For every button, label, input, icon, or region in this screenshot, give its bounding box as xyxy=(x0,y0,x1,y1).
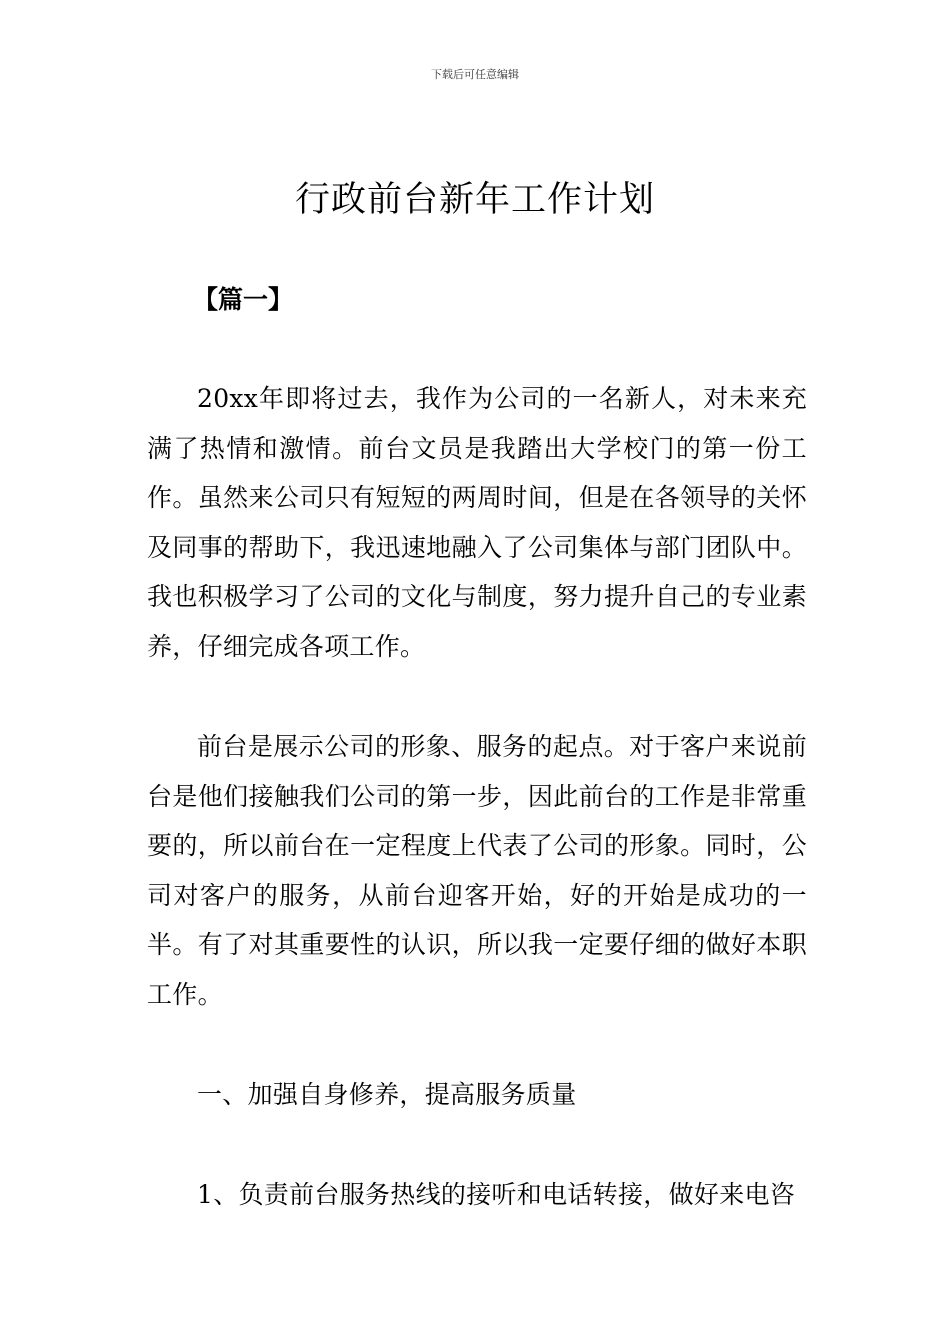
paragraph-1: 20xx年即将过去，我作为公司的一名新人，对未来充满了热情和激情。前台文员是我踏出大学校门的第一份工作。虽然来公司只有短短的两周时间，但是在各领导的关怀及同事的帮助下，我迅速地融入了公司集体与部门团队中。我也积极学习了公司的文化与制度，努力提升自己的专业素养，仔细完成各项工作。 xyxy=(147,384,807,661)
section-label: 【篇一】 xyxy=(193,285,294,314)
document-title: 行政前台新年工作计划 xyxy=(294,180,655,220)
header-note: 下载后可任意编辑 xyxy=(431,68,519,81)
section-heading-1: 一、加强自身修养，提高服务质量 xyxy=(197,1080,577,1109)
paragraph-2: 前台是展示公司的形象、服务的起点。对于客户来说前台是他们接触我们公司的第一步，因此前台的工作是非常重要的，所以前台在一定程度上代表了公司的形象。同时，公司对客户的服务，从前台迎客开始，好的开始是成功的一半。有了对其重要性的认识，所以我一定要仔细的做好本职工作。 xyxy=(147,732,807,1009)
list-item-1: 1、负责前台服务热线的接听和电话转接，做好来电咨 xyxy=(197,1180,796,1209)
